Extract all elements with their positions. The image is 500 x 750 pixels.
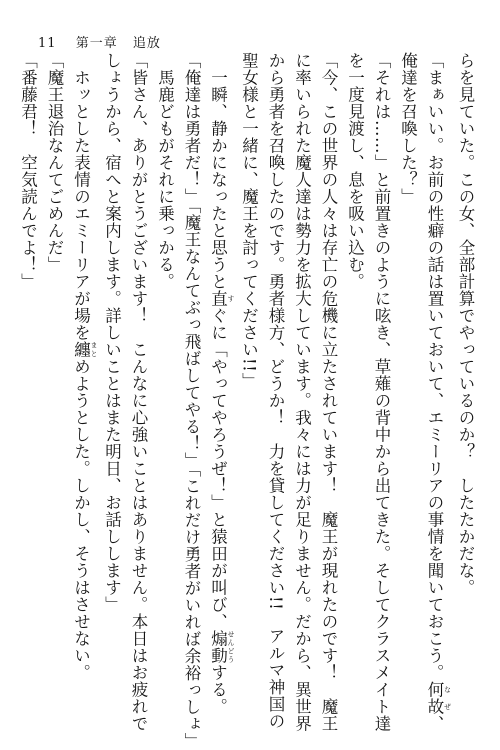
text-line: ホッとした表情のエミーリアが場を纏 まとめようとした。しかし、そうはさせない。 (71, 68, 98, 681)
text-line: 馬鹿どもがそれに乗っかる。 (155, 68, 175, 290)
ruby-word: 煽動 せんどう (208, 629, 235, 664)
text-line: 聖女様と一緒に、魔王を討ってください!!」 (239, 52, 259, 390)
text-line: 「今、この世界の人々は存亡の危機に立たされています！ 魔王が現れたのです！ 魔王 (319, 52, 338, 732)
text-line: 「俺達は勇者だ！」「魔王なんてぶっ飛ばしてやる！」「これだけ勇者がいれば余裕っしょ」 (182, 52, 201, 750)
text-line: 一瞬、静かになったと思うと直 すぐに「やってやろうぜ！」と猿田が叫び、煽動 せんどうする。 (208, 68, 235, 715)
text-line: 「番藤君！ 空気読んでよ！」 (18, 52, 38, 290)
text-line: を一度見渡し、息を吸い込む。 (345, 52, 365, 290)
furigana: す (227, 289, 235, 307)
text-line: 「それは……」と前置きのように呟き、草薙の背中から出てきた。そしてクラスメイト達 (372, 52, 391, 732)
furigana: なぜ (443, 681, 452, 715)
text-line: に率いられた魔人達は勢力を拡大しています。我々には力が足りません。だから、異世界 (292, 52, 312, 732)
text-segment: 「まぁいい。お前の性癖の話は置いておいて、エミーリアの事情を聞いておこう。 (425, 52, 444, 681)
text-line: 「まぁいい。お前の性癖の話は置いておいて、エミーリアの事情を聞いておこう。何故 なぜ、 (425, 52, 452, 732)
ruby-word: 纏 まと (71, 340, 98, 358)
page-header (38, 32, 161, 51)
ruby-word: 何故 なぜ (425, 681, 452, 715)
text-line: 「魔王退治なんてごめんだ」 (45, 52, 64, 273)
text-line: 「皆さん、ありがとうございます！ こんなに心強いことはありません。本日はお疲れで (129, 52, 148, 732)
ruby-word: 直 す (208, 289, 235, 307)
text-line: 俺達を召喚した？」 (398, 52, 418, 205)
chapter-label: 第一章 (75, 36, 118, 51)
page-number: 11 (38, 36, 57, 51)
text-line: しょうから、宿へと案内します。詳しいことはまた明日、お話しします」 (102, 52, 122, 613)
text-line: から勇者を召喚したのです。勇者様方、どうか！ 力を貸してください!! アルマ神国の (266, 52, 285, 730)
chapter-title: 追放 (132, 36, 161, 51)
text-line: らを見ていた。この女、全部計算でやっているのか？ したたかだな。 (456, 52, 475, 596)
body-text (18, 52, 478, 750)
furigana: せんどう (227, 629, 235, 664)
furigana: まと (90, 340, 98, 358)
